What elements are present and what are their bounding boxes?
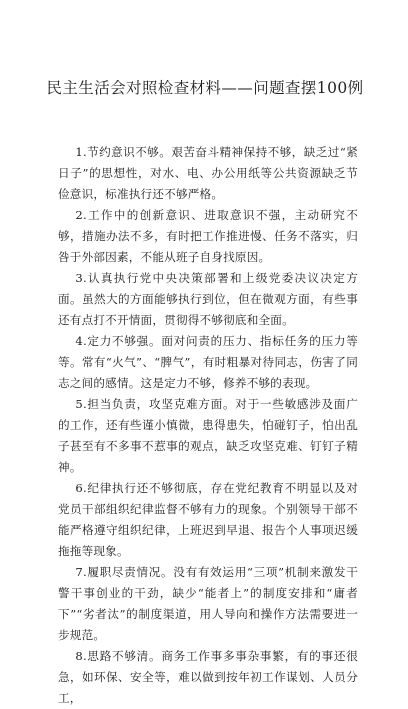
paragraph-5: 5.担当负责，攻坚克难方面。对于一些敏感涉及面广的工作，还有些谨小慎微，患得患失，怕碰钉子，怕出乱子甚至有不多事不惹事的观点，缺乏攻坚克难、钉钉子精神。 xyxy=(58,397,358,474)
paragraph-7: 7.履职尽责情况。没有有效运用“三项”机制来激发干警干事创业的干劲，缺少“能者上”的制度安排和“庸者下”“劣者汰”的制度渠道，用人导向和操作方法需要进一步规范。 xyxy=(58,565,358,642)
document-body xyxy=(58,142,358,709)
paragraph-6: 6.纪律执行还不够彻底，存在党纪教育不明显以及对党员干部组织纪律监督不够有力的现象。个别领导干部不能严格遵守组织纪律，上班迟到早退、报告个人事项迟缓拖拖等现象。 xyxy=(58,481,358,558)
paragraph-3: 3.认真执行党中央决策部署和上级党委决议决定方面。虽然大的方面能够执行到位，但在微观方面，有些事还有点打不开情面，贯彻得不够彻底和全面。 xyxy=(58,271,358,327)
paragraph-2: 2.工作中的创新意识、进取意识不强，主动研究不够，措施办法不多，有时把工作推进慢、任务不落实，归咎于外部因素，不能从班子自身找原因。 xyxy=(58,208,358,264)
paragraph-1: 1.节约意识不够。艰苦奋斗精神保持不够，缺乏过“紧日子”的思想性，对水、电、办公用纸等公共资源缺乏节俭意识，标准执行还不够严格。 xyxy=(58,145,358,201)
paragraph-4: 4.定力不够强。面对问责的压力、指标任务的压力等等。常有“火气”、“脾气”，有时粗暴对待同志，伤害了同志之间的感情。这是定力不够，修养不够的表现。 xyxy=(58,334,358,390)
paragraph-8: 8.思路不够清。商务工作事多事杂事繁，有的事还很急，如环保、安全等，难以做到按年初工作谋划、人员分工， xyxy=(58,649,358,705)
document-title: 民主生活会对照检查材料——问题查摆100例 xyxy=(46,79,364,97)
